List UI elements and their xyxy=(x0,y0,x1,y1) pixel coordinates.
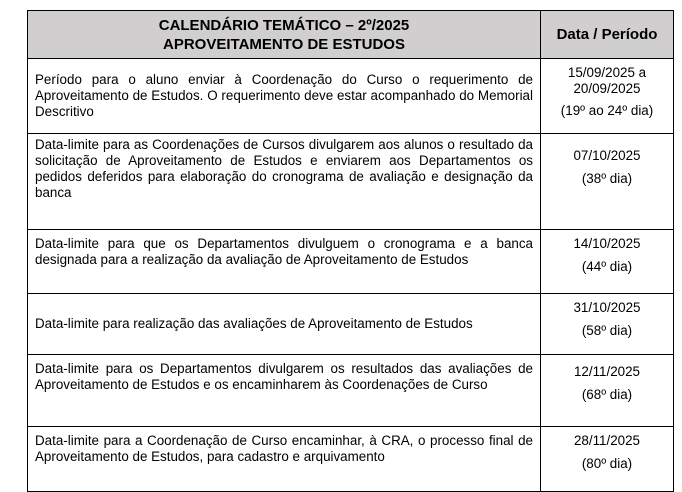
date-end: 20/09/2025 xyxy=(573,81,641,96)
header-row xyxy=(28,11,674,59)
day-number: (19º ao 24º dia) xyxy=(560,103,654,118)
date-value: 28/11/2025 xyxy=(573,433,641,448)
table-row xyxy=(28,230,674,294)
row-date xyxy=(541,134,674,230)
date-value: 07/10/2025 xyxy=(573,148,641,163)
date-column-header: Data / Período xyxy=(541,11,674,59)
date-start: 15/09/2025 a xyxy=(567,65,647,80)
calendar-table xyxy=(27,10,674,492)
row-description: Data-limite para a Coordenação de Curso encaminhar, à CRA, o processo final de Aproveitamento de Estudos, para cadastro e arquivamento xyxy=(28,427,541,492)
day-number: (38º dia) xyxy=(581,171,633,186)
day-number: (44º dia) xyxy=(581,259,633,274)
row-description: Data-limite para as Coordenações de Cursos divulgarem aos alunos o resultado da solicitação de Aproveitamento de Estudos e enviarem aos Departamentos os pedidos deferidos para elaboração do cronograma de avaliação e designação da banca xyxy=(28,134,541,230)
date-value: 31/10/2025 xyxy=(573,300,641,315)
row-date xyxy=(541,355,674,427)
title-line-2: APROVEITAMENTO DE ESTUDOS xyxy=(163,35,405,53)
table-row xyxy=(28,355,674,427)
table-title xyxy=(28,11,541,59)
row-date xyxy=(541,230,674,294)
day-number: (80º dia) xyxy=(581,456,633,471)
table-row xyxy=(28,427,674,492)
title-line-1: CALENDÁRIO TEMÁTICO – 2º/2025 xyxy=(158,16,410,34)
row-date xyxy=(541,427,674,492)
day-number: (58º dia) xyxy=(581,323,633,338)
table-row xyxy=(28,134,674,230)
table-row xyxy=(28,59,674,134)
row-date xyxy=(541,294,674,355)
row-description: Data-limite para que os Departamentos divulguem o cronograma e a banca designada para a realização da avaliação de Aproveitamento de Estudos xyxy=(28,230,541,294)
table-row xyxy=(28,294,674,355)
row-description: Período para o aluno enviar à Coordenação do Curso o requerimento de Aproveitamento de Estudos. O requerimento deve estar acompanhado do Memorial Descritivo xyxy=(28,59,541,134)
date-value: 14/10/2025 xyxy=(573,236,641,251)
date-value: 12/11/2025 xyxy=(573,364,641,379)
row-date xyxy=(541,59,674,134)
row-description: Data-limite para realização das avaliações de Aproveitamento de Estudos xyxy=(28,294,541,355)
day-number: (68º dia) xyxy=(581,387,633,402)
row-description: Data-limite para os Departamentos divulgarem os resultados das avaliações de Aproveitamento de Estudos e os encaminharem às Coordenações de Curso xyxy=(28,355,541,427)
